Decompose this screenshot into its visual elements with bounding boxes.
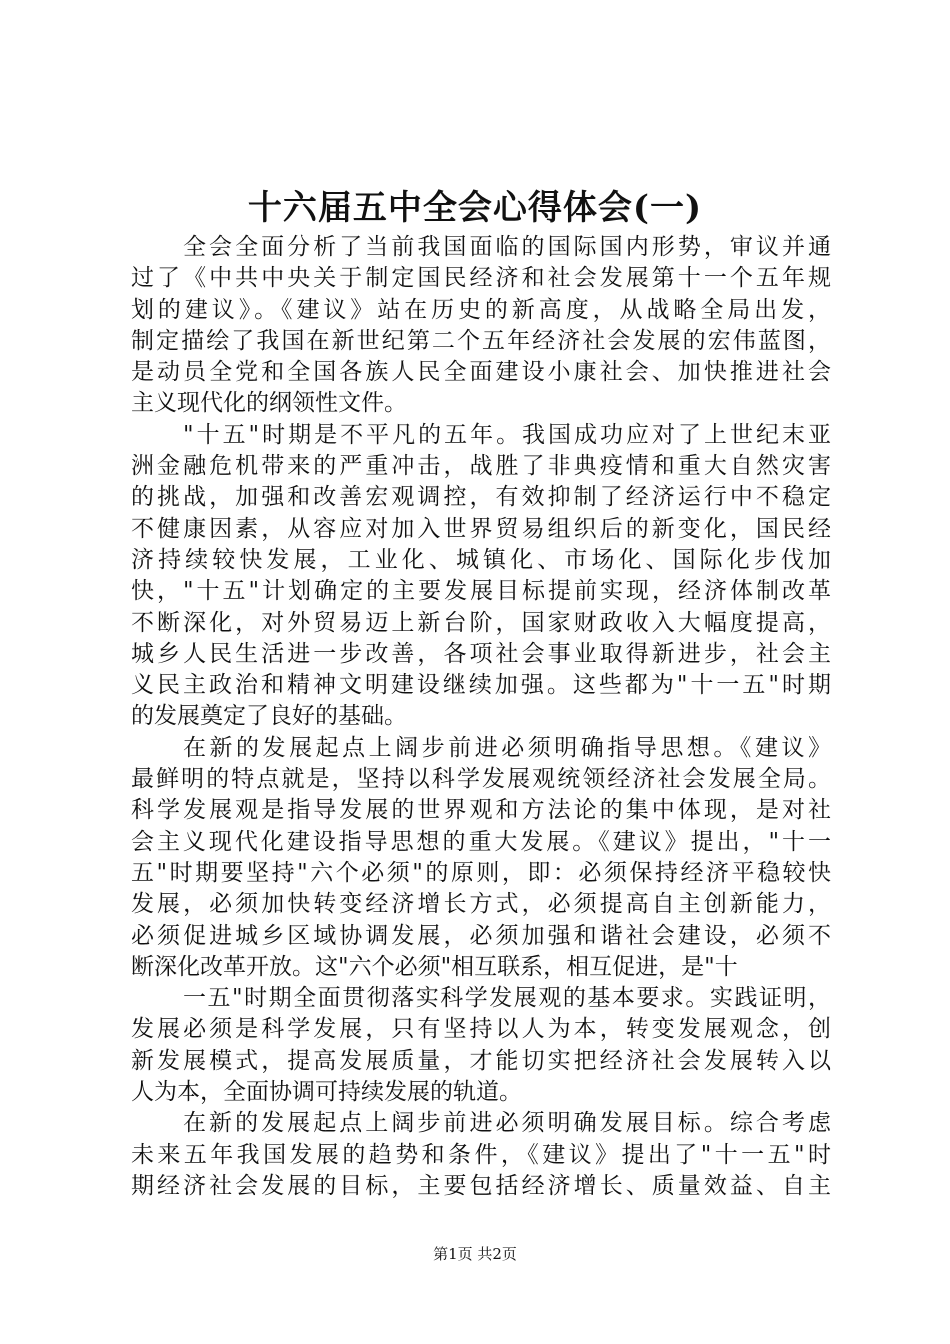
text-line: 不健康因素，从容应对加入世界贸易组织后的新变化，国民经 (131, 515, 831, 542)
text-line: 制定描绘了我国在新世纪第二个五年经济社会发展的宏伟蓝图， (131, 327, 831, 354)
text-line: 城乡人民生活进一步改善，各项社会事业取得新进步，社会主 (131, 640, 831, 667)
text-line: 新发展模式，提高发展质量，才能切实把经济社会发展转入以 (131, 1047, 831, 1074)
document-body (131, 232, 831, 1202)
text-line: 最鲜明的特点就是，坚持以科学发展观统领经济社会发展全局。 (131, 766, 831, 793)
text-line: 会主义现代化建设指导思想的重大发展。《建议》提出，"十一 (131, 828, 831, 855)
text-line: 断深化改革开放。这"六个必须"相互联系，相互促进，是"十 (131, 953, 738, 980)
text-line: 发展，必须加快转变经济增长方式，必须提高自主创新能力， (131, 891, 831, 918)
text-line: 过了《中共中央关于制定国民经济和社会发展第十一个五年规 (131, 265, 831, 292)
text-line: 必须促进城乡区域协调发展，必须加强和谐社会建设，必须不 (131, 922, 831, 949)
text-line: 快，"十五"计划确定的主要发展目标提前实现，经济体制改革 (131, 578, 831, 605)
text-line: 是动员全党和全国各族人民全面建设小康社会、加快推进社会 (131, 359, 831, 386)
text-line: 一五"时期全面贯彻落实科学发展观的基本要求。实践证明， (183, 985, 831, 1012)
text-line: 的挑战，加强和改善宏观调控，有效抑制了经济运行中不稳定 (131, 484, 831, 511)
text-line: 不断深化，对外贸易迈上新台阶，国家财政收入大幅度提高， (131, 609, 831, 636)
text-line: 五"时期要坚持"六个必须"的原则，即：必须保持经济平稳较快 (131, 859, 831, 886)
text-line: 在新的发展起点上阔步前进必须明确发展目标。综合考虑 (183, 1110, 831, 1137)
text-line: 未来五年我国发展的趋势和条件，《建议》提出了"十一五"时 (131, 1141, 831, 1168)
text-line: 洲金融危机带来的严重冲击，战胜了非典疫情和重大自然灾害 (131, 453, 831, 480)
text-line: 的发展奠定了良好的基础。 (131, 703, 407, 730)
text-line: 期经济社会发展的目标，主要包括经济增长、质量效益、自主 (131, 1172, 831, 1199)
text-line: 全会全面分析了当前我国面临的国际国内形势，审议并通 (183, 234, 831, 260)
text-line: 主义现代化的纲领性文件。 (131, 390, 407, 417)
page-number-footer: 第1页 共2页 (433, 1245, 517, 1263)
text-line: 济持续较快发展，工业化、城镇化、市场化、国际化步伐加 (131, 546, 831, 573)
text-line: 人为本，全面协调可持续发展的轨道。 (131, 1079, 522, 1106)
text-line: 划的建议》。《建议》站在历史的新高度，从战略全局出发， (131, 296, 831, 323)
text-line: 义民主政治和精神文明建设继续加强。这些都为"十一五"时期 (131, 672, 831, 699)
text-line: 科学发展观是指导发展的世界观和方法论的集中体现，是对社 (131, 797, 831, 824)
text-line: 在新的发展起点上阔步前进必须明确指导思想。《建议》 (183, 734, 831, 761)
document-title: 十六届五中全会心得体会(一) (247, 188, 703, 228)
text-line: 发展必须是科学发展，只有坚持以人为本，转变发展观念，创 (131, 1016, 831, 1043)
text-line: "十五"时期是不平凡的五年。我国成功应对了上世纪末亚 (183, 421, 831, 448)
